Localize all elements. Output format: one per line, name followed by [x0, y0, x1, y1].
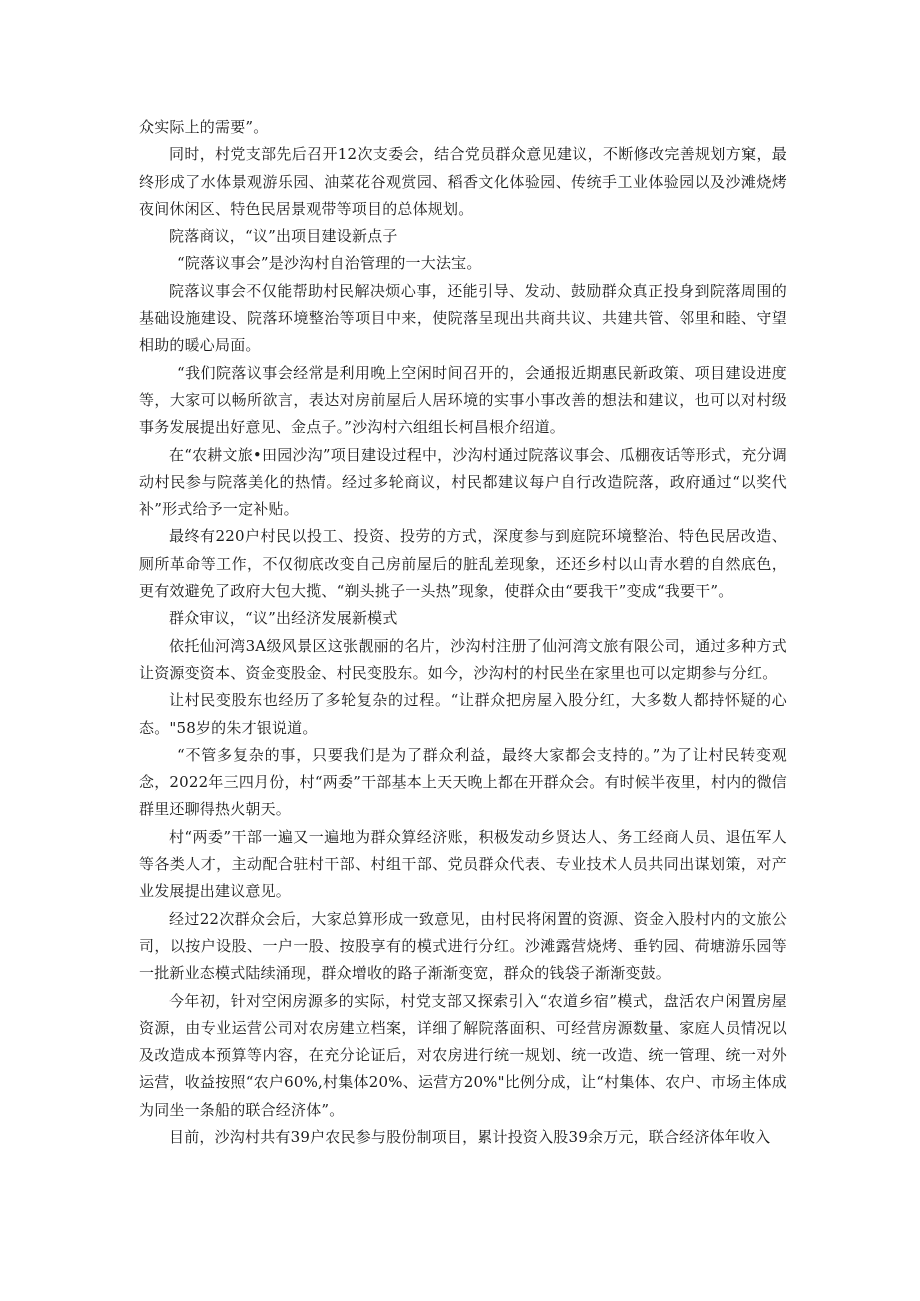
paragraph-5: “我们院落议事会经常是利用晚上空闲时间召开的，会通报近期惠民新政策、项目建设进度等，大家可以畅所欲言，表达对房前屋后人居环境的实事小事改善的想法和建议，也可以对村级事务发展提出好意见、金点子。”沙沟村六组组长柯昌根介绍道。 — [139, 363, 787, 437]
paragraph-9: 让村民变股东也经历了多轮复杂的过程。“让群众把房屋入股分红，大多数人都持怀疑的心态。"58岁的朱才银说道。 — [139, 691, 787, 737]
paragraph-6: 在“农耕文旅•田园沙沟”项目建设过程中，沙沟村通过院落议事会、瓜棚夜话等形式，充分调动村民参与院落美化的热情。经过多轮商议，村民都建议每户自行改造院落，政府通过“以奖代补”形式给予一定补贴。 — [139, 445, 787, 519]
paragraph-2: 同时，村党支部先后召开12次支委会，结合党员群众意见建议，不断修改完善规划方窠，最终形成了水体景观游乐园、油菜花谷观赏园、稻香文化体验园、传统手工业体验园以及沙滩烧烤夜间休闲区、特色民居景观带等项目的总体规划。 — [139, 145, 787, 218]
document-body — [139, 114, 787, 1151]
paragraph-4: 院落议事会不仅能帮助村民解决烦心事，还能引导、发动、鼓励群众真正投身到院落周围的基础设施建设、院落环境整治等项目中来，使院落呈现出共商共议、共建共管、邻里和睦、守望相助的暖心局面。 — [139, 281, 787, 355]
section-heading-courtyard: 院落商议，“议”出项目建设新点子 — [169, 227, 398, 246]
paragraph-3: “院落议事会”是沙沟村自治管理的一大法宝。 — [177, 254, 482, 273]
paragraph-12: 经过22次群众会后，大家总算形成一致意见，由村民将闲置的资源、资金入股村内的文旅公司，以按户设股、一户一股、按股享有的模式进行分红。沙滩露营烧烤、垂钓园、荷塘游乐园等一批新业态模式陆续涌现，群众增收的路子渐渐变宽，群众的钱袋子渐渐变鼓。 — [139, 909, 787, 983]
paragraph-10: “不管多复杂的事，只要我们是为了群众利益，最终大家都会支持的。”为了让村民转变观念，2022年三四月份，村“两委”干部基本上天天晚上都在开群众会。有时候半夜里，村内的微信群里还聊得热火朝天。 — [139, 745, 787, 819]
paragraph-8: 依托仙河湾3A级风景区这张靓丽的名片，沙沟村注册了仙河湾文旅有限公司，通过多种方式让资源变资本、资金变股金、村民变股东。如今，沙沟村的村民坐在家里也可以定期参与分红。 — [139, 636, 787, 682]
section-heading-economy: 群众审议，“议”出经济发展新模式 — [169, 609, 398, 628]
paragraph-14: 目前，沙沟村共有39户农民参与股份制项目，累计投资入股39余万元，联合经济体年收入 — [169, 1127, 771, 1146]
paragraph-1: 众实际上的需要”。 — [139, 118, 269, 136]
paragraph-11: 村“两委”干部一遍又一遍地为群众算经济账，积极发动乡贤达人、务工经商人员、退伍军人等各类人才，主动配合驻村干部、村组干部、党员群众代表、专业技术人员共同出谋划策，对产业发展提出建议意见。 — [139, 827, 787, 901]
paragraph-13: 今年初，针对空闲房源多的实际，村党支部又探索引入“农道乡宿”模式，盘活农户闲置房屋资源，由专业运营公司对农房建立档案，详细了解院落面积、可经营房源数量、家庭人员情况以及改造成本预算等内容，在充分论证后，对农房进行统一规划、统一改造、统一管理、统一对外运营，收益按照“农户60%,村集体20%、运营方20%"比例分成，让“村集体、农户、市场主体成为同坐一条船的联合经济体”。 — [139, 991, 787, 1119]
paragraph-7: 最终有220户村民以投工、投资、投劳的方式，深度参与到庭院环境整治、特色民居改造、厕所革命等工作，不仅彻底改变自己房前屋后的脏乱差现象，还还乡村以山青水碧的自然底色，更有效避免了政府大包大揽、“剃头挑子一头热”现象，使群众由“要我干”变成“我要干”。 — [139, 527, 787, 601]
